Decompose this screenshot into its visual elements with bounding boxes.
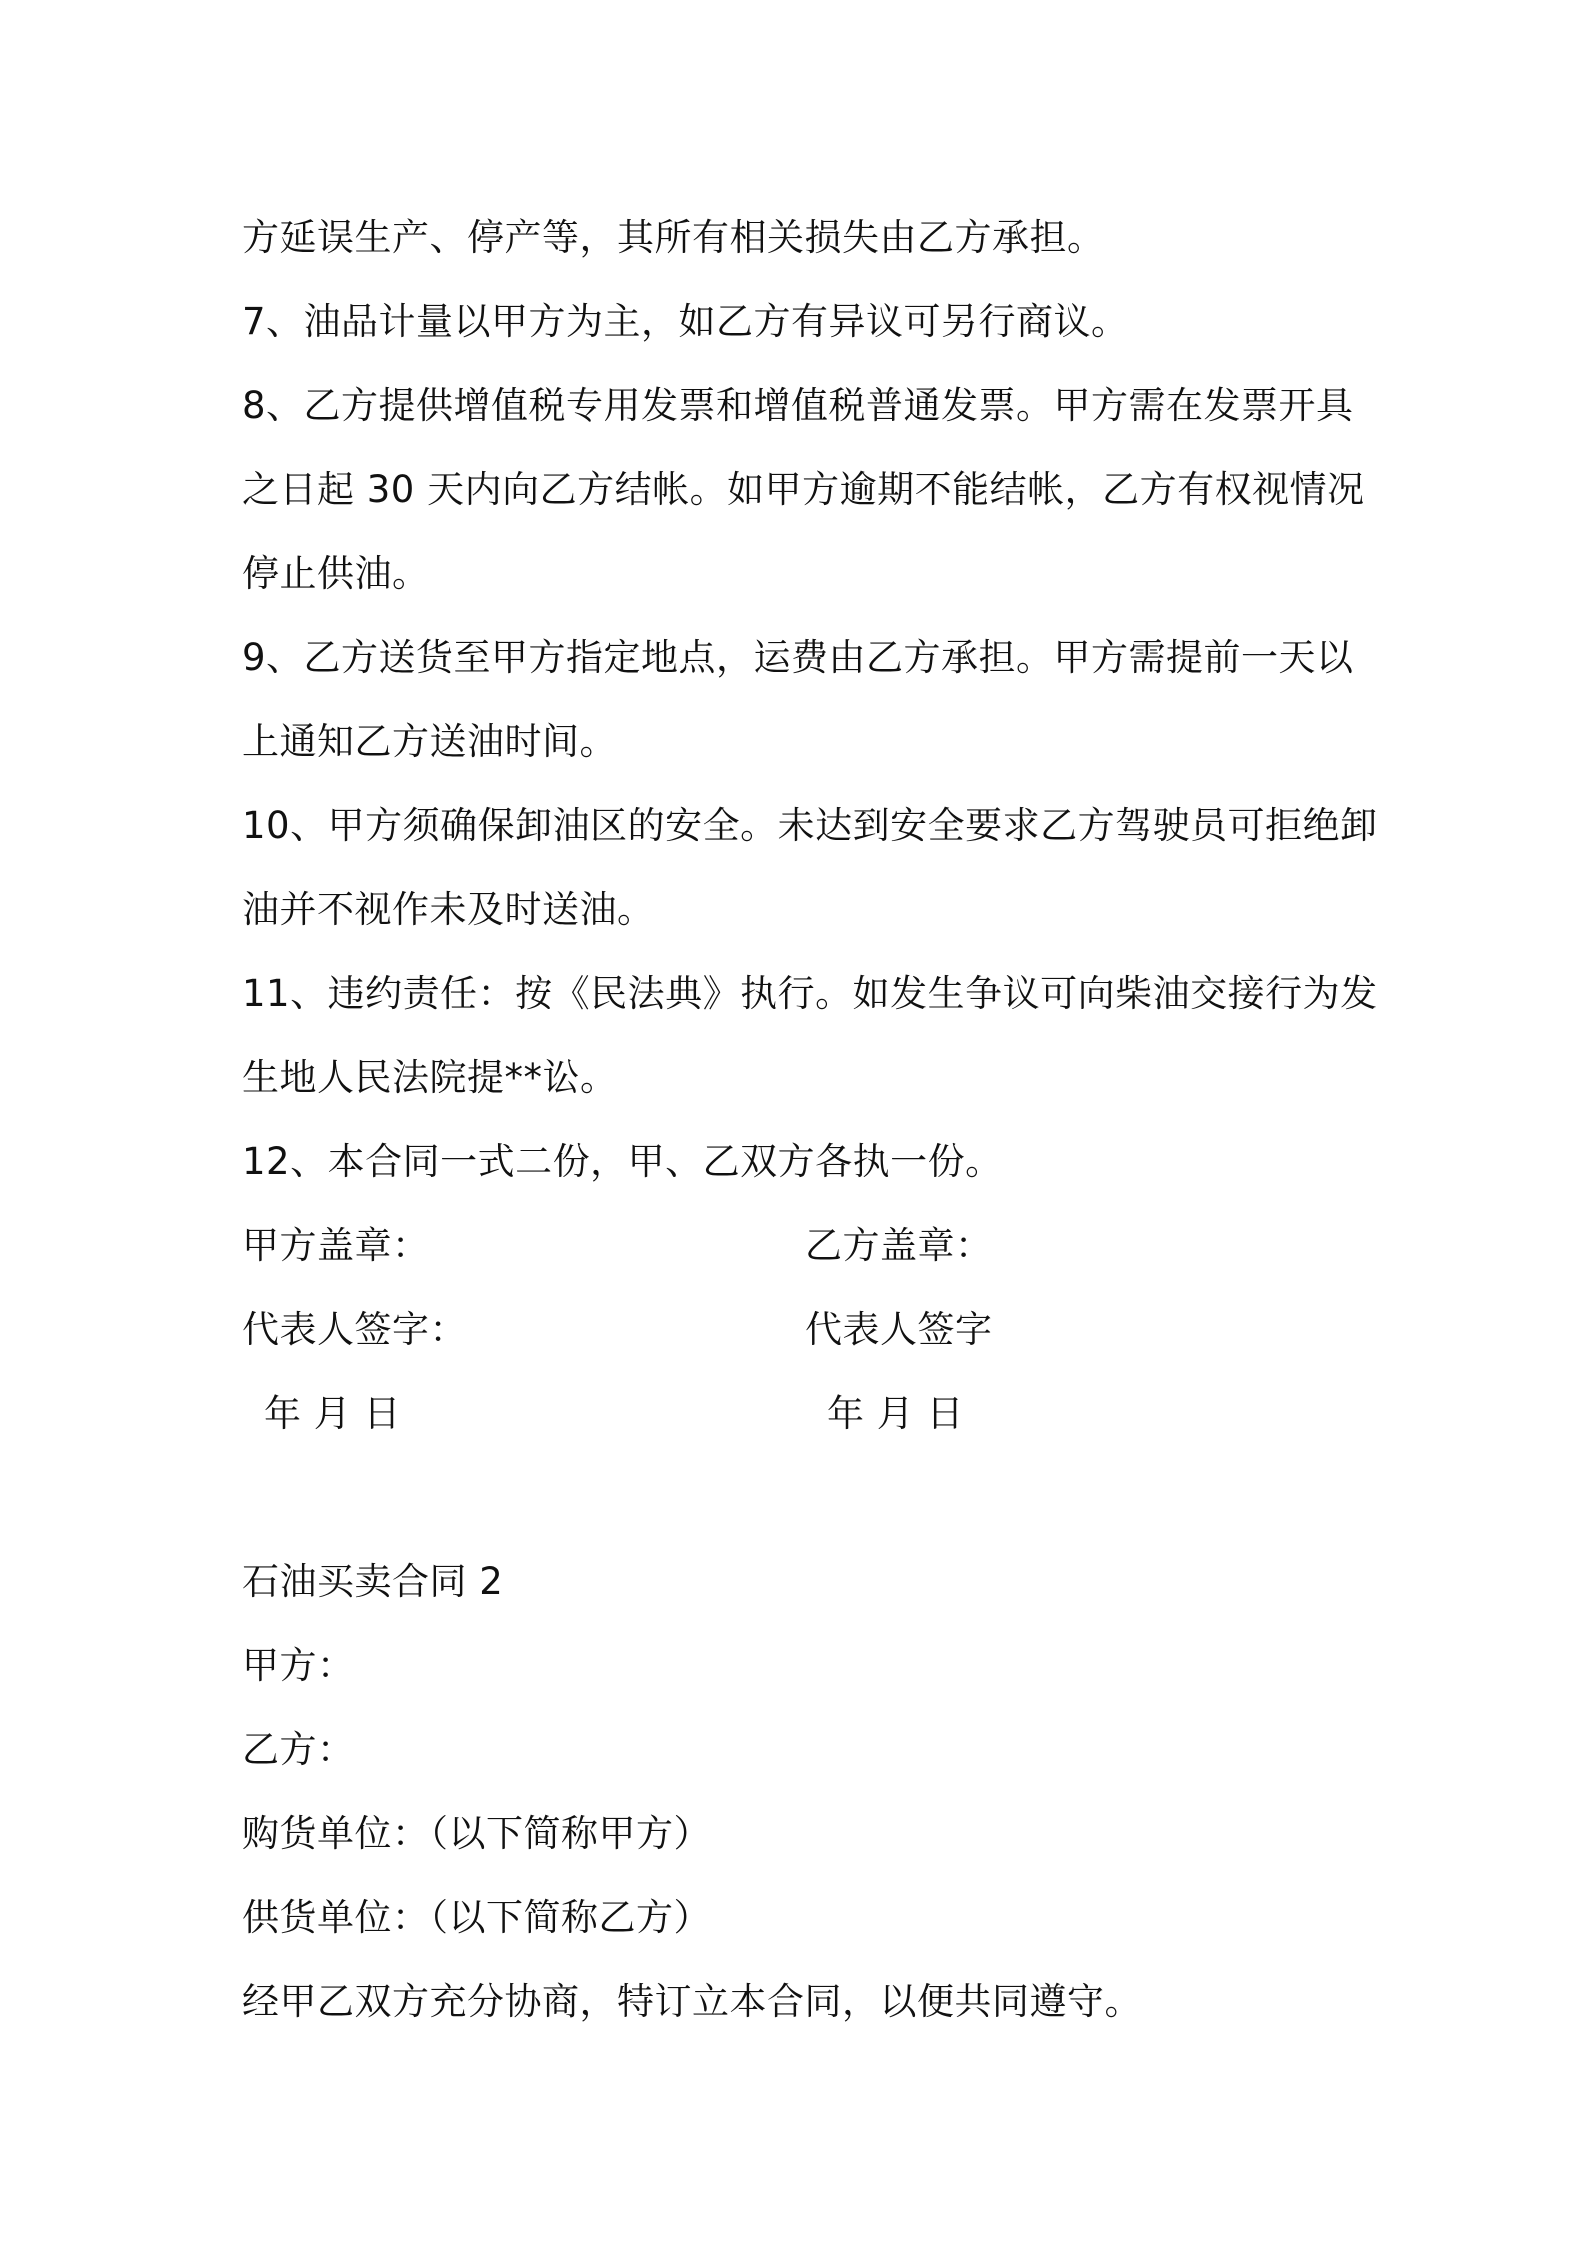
party-a-date-label: 年 月 日 <box>264 1392 402 1435</box>
party-b-representative-label: 代表人签字 <box>805 1308 993 1351</box>
contract-2-title: 石油买卖合同 2 <box>242 1560 504 1603</box>
document-body <box>242 196 1378 2044</box>
clause-8-line-1: 8、乙方提供增值税专用发票和增值税普通发票。甲方需在发票开具 <box>242 384 1354 427</box>
party-b-seal-label: 乙方盖章： <box>805 1224 993 1267</box>
party-a-representative-label: 代表人签字： <box>242 1308 467 1351</box>
representative-row <box>242 1288 1362 1372</box>
clause-9-line-1: 9、乙方送货至甲方指定地点，运费由乙方承担。甲方需提前一天以 <box>242 636 1354 679</box>
clause-11-line-2: 生地人民法院提**讼。 <box>242 1056 618 1099</box>
seal-row <box>242 1204 1362 1288</box>
clause-10-line-2: 油并不视作未及时送油。 <box>242 888 655 931</box>
clause-11-line-1: 11、违约责任：按《民法典》执行。如发生争议可向柴油交接行为发 <box>242 972 1378 1015</box>
date-row <box>242 1372 1362 1456</box>
supplier-field: 供货单位：（以下简称乙方） <box>242 1896 711 1939</box>
clause-text-line: 方延误生产、停产等，其所有相关损失由乙方承担。 <box>242 216 1105 259</box>
clause-8-line-2: 之日起 30 天内向乙方结帐。如甲方逾期不能结帐，乙方有权视情况 <box>242 468 1365 511</box>
party-b-date-label: 年 月 日 <box>827 1392 965 1435</box>
clause-12: 12、本合同一式二份，甲、乙双方各执一份。 <box>242 1140 1003 1183</box>
agreement-statement: 经甲乙双方充分协商，特订立本合同，以便共同遵守。 <box>242 1980 1142 2023</box>
clause-8-line-3: 停止供油。 <box>242 552 430 595</box>
purchaser-field: 购货单位：（以下简称甲方） <box>242 1812 711 1855</box>
clause-7: 7、油品计量以甲方为主，如乙方有异议可另行商议。 <box>242 300 1129 343</box>
party-b-field: 乙方： <box>242 1728 355 1771</box>
clause-9-line-2: 上通知乙方送油时间。 <box>242 720 617 763</box>
party-a-seal-label: 甲方盖章： <box>242 1224 430 1267</box>
party-a-field: 甲方： <box>242 1644 355 1687</box>
section-spacer <box>242 1456 1362 1540</box>
clause-10-line-1: 10、甲方须确保卸油区的安全。未达到安全要求乙方驾驶员可拒绝卸 <box>242 804 1378 847</box>
